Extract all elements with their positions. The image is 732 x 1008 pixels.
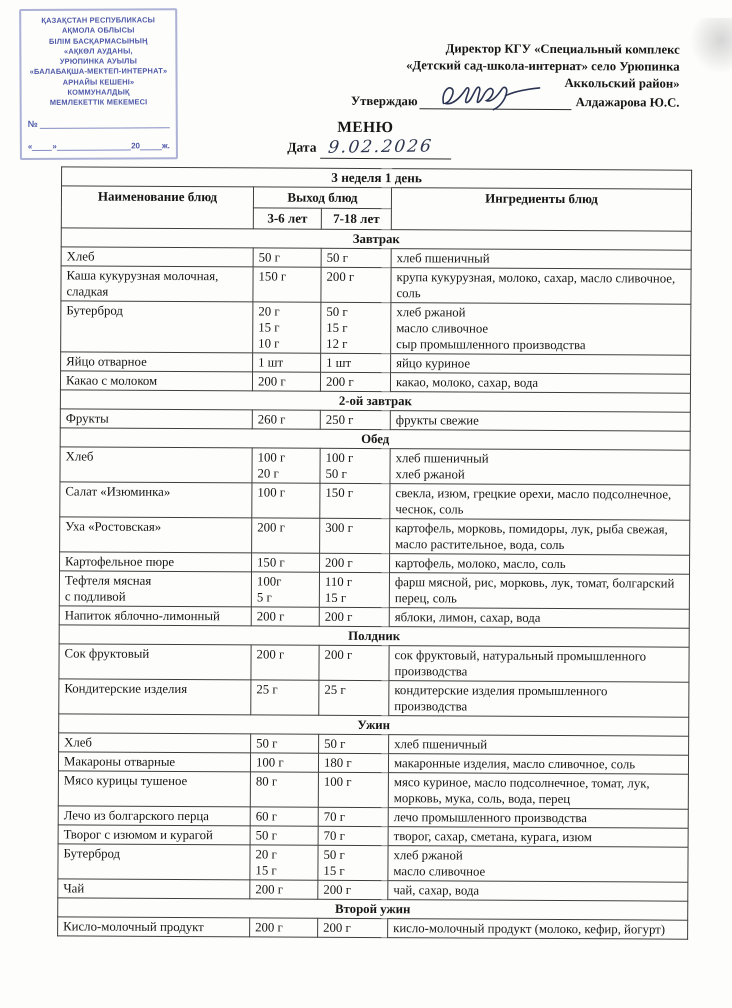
ingredients-cell [391,249,691,270]
cell-line: Хлеб [65,449,94,464]
stamp-open-quote: « [27,141,33,151]
cell-line: 12 г [326,336,348,351]
stamp-line: КОММУНАЛДЫҚ [67,87,130,97]
ingredients-cell [390,411,690,432]
cell-line: 15 г [258,320,280,335]
col-header-age-3-6: 3-6 лет [253,208,321,229]
cell-line: хлеб ржаной [396,305,466,320]
cell-line: Лечо из болгарского перца [63,808,209,824]
stamp-line: АҚМОЛА ОБЛЫСЫ [61,25,135,36]
ingredients-cell [389,681,689,718]
cell-line: 20 г [255,847,277,862]
portion-7-18-cell [318,918,388,937]
cell-line: Напиток яблочно-лимонный [64,608,220,624]
cell-line: Чай [63,881,85,896]
menu-row [61,301,691,355]
dish-name-cell [58,825,250,845]
cell-line: Бутерброд [63,846,121,861]
portion-3-6-cell [252,410,320,429]
cell-line: 200 г [323,882,352,897]
portion-7-18-cell [318,826,388,845]
cell-line: 70 г [323,828,345,843]
cell-line: 180 г [323,755,352,770]
cell-line: Сок фруктовый [64,646,150,661]
dish-name-cell [60,409,252,429]
cell-line: 200 г [325,374,354,389]
cell-line: 15 г [255,863,277,878]
ingredients-cell [388,827,688,848]
portion-7-18-cell [321,267,391,302]
stamp-line: УРЮПИНКА АУЫЛЫ [59,56,138,66]
approve-label: Утверждаю [350,93,418,109]
cell-line: Бутерброд [66,303,123,318]
dish-name-cell [58,879,250,899]
ingredients-cell [390,484,690,521]
cell-line: свекла, изюм, грецкие орехи, масло подсолнечное, чеснок, соль [395,486,672,517]
cell-line: 50 г [255,828,277,843]
cell-line: 50 г [326,304,348,319]
date-underline [320,137,451,160]
stamp-line: БІЛІМ БАСҚАРМАСЫНЫҢ [48,35,148,46]
stamp-month-blank [57,139,131,150]
dish-name-cell [61,247,253,267]
ingredients-cell [388,754,688,775]
cell-line: 100 г [323,774,352,789]
portion-7-18-cell [321,353,391,372]
cell-line: мясо куриное, масло подсолнечное, томат, лук, морковь, мука, соль, вода, перец [393,775,650,807]
cell-line: Яйцо отварное [66,354,147,369]
portion-3-6-cell [250,845,318,880]
portion-7-18-cell [320,483,390,518]
dish-name-cell [61,266,253,302]
cell-line: фрукты свежие [395,413,479,428]
stamp-line: АРНАЙЫ КЕШЕНІ» [62,77,135,87]
menu-row [59,571,689,609]
cell-line: хлеб пшеничный [395,451,489,466]
dish-name-cell [58,771,250,807]
portion-7-18-cell [318,807,388,826]
dish-name-cell [60,447,252,483]
portion-7-18-cell [320,553,390,572]
cell-line: 1 шт [258,355,284,370]
dish-name-cell [59,571,251,607]
portion-3-6-cell [252,483,320,518]
portion-7-18-cell [320,372,390,391]
cell-line: 50 г [256,736,278,751]
ingredients-cell [391,303,691,356]
cell-line: 50 г [258,250,280,265]
menu-row [58,844,688,882]
col-header-ingredients: Ингредиенты блюд [391,188,691,232]
cell-line: 200 г [255,920,283,935]
cell-line: сыр промышленного производства [396,337,586,353]
ingredients-cell [390,373,690,394]
cell-line: 60 г [255,809,278,824]
cell-line: Картофельное пюре [65,554,175,570]
ingredients-cell [390,554,690,575]
cell-line: хлеб ржаной [395,467,465,482]
stamp-close-quote: » [52,141,57,151]
menu-table-body [58,228,692,939]
cell-line: 200 г [256,647,285,662]
stamp-text-lines [25,15,171,108]
menu-row [59,644,689,682]
ingredients-cell [388,846,688,883]
dish-name-cell [61,301,253,353]
col-header-age-7-18: 7-18 лет [321,208,391,229]
cell-line: хлеб пшеничный [394,737,488,752]
dish-name-cell [58,844,250,880]
cell-line: Хлеб [66,249,95,264]
dish-name-cell [60,371,252,391]
cell-line: 200 г [323,920,351,935]
portion-7-18-cell [318,772,388,807]
cell-line: 300 г [325,520,353,535]
col-header-output: Выход блюд [253,187,391,209]
cell-line: Кондитерские изделия [64,681,188,697]
portion-3-6-cell [251,572,319,607]
approval-line-1: Директор КГУ «Специальный комплекс [445,41,680,57]
cell-line: 25 г [324,682,346,697]
ingredients-cell [390,449,690,486]
ingredients-cell [388,773,688,810]
portion-3-6-cell [253,267,321,302]
cell-line: Творог с изюмом и курагой [63,827,213,843]
stamp-year-blank [140,139,162,150]
cell-line: 15 г [323,863,345,878]
cell-line: творог, сахар, сметана, курага, изюм [393,829,592,845]
dish-name-cell [59,606,251,626]
dish-name-cell [59,733,251,753]
portion-3-6-cell [250,826,318,845]
cell-line: 260 г [257,412,286,427]
ingredients-cell [389,646,689,683]
stamp-line: «БАЛАБАҚША-МЕКТЕП-ИНТЕРНАТ» [29,66,168,77]
cell-line: 50 г [324,736,346,751]
portion-7-18-cell [320,448,390,483]
cell-line: Кисло-молочный продукт [63,919,204,935]
stamp-year-prefix: 20 [131,141,140,151]
stamp-day-blank [32,140,52,151]
section-title: Второй ужин [58,898,688,920]
cell-line: Каша кукурузная молочная, [66,268,219,284]
cell-line: 100 г [325,450,354,465]
cell-line: сок фруктовый, натуральный промышленного производства [394,648,647,679]
cell-line: масло сливочное [396,321,489,336]
portion-3-6-cell [253,302,321,353]
cell-line: 10 г [258,336,280,351]
ingredients-cell [388,808,688,829]
section-title: Ужин [59,714,689,736]
cell-line: Макароны отварные [63,754,176,770]
cell-line: Фрукты [65,411,109,426]
cell-line: крупа кукурузная, молоко, сахар, масло сливочное, соль [396,270,676,301]
signature-blank [420,93,572,110]
week-day-header: 3 неделя 1 день [62,167,692,189]
cell-line: 200 г [255,882,284,897]
portion-3-6-cell [253,353,321,372]
portion-3-6-cell [250,772,318,807]
stamp-line: «АҚКӨЛ АУДАНЫ, [63,46,133,56]
stamp-year-suffix: ж. [161,140,170,150]
portion-3-6-cell [253,248,321,267]
menu-row [59,679,689,717]
dish-name-cell [60,482,252,518]
cell-line: 50 г [323,847,345,862]
portion-3-6-cell [252,448,320,483]
date-label: Дата [287,139,317,155]
date-line [287,137,451,160]
dish-name-cell [61,352,253,372]
cell-line: 200 г [256,609,285,624]
portion-7-18-cell [319,734,389,753]
portion-7-18-cell [319,680,389,715]
ingredients-cell [391,268,691,305]
approver-name: Алдажарова Ю.С. [575,95,680,110]
cell-line: Салат «Изюминка» [65,484,171,499]
cell-line: хлеб ржаной [393,848,463,863]
cell-line: 50 г [325,466,347,481]
portion-3-6-cell [251,734,319,753]
cell-line: макаронные изделия, масло сливочное, соль [393,756,636,772]
dish-name-cell [58,752,250,772]
portion-3-6-cell [250,807,318,826]
ingredients-cell [389,608,689,629]
dish-name-cell [58,806,250,826]
cell-line: 1 шт [326,355,352,370]
portion-7-18-cell [320,410,390,429]
dish-name-cell [60,552,252,572]
portion-3-6-cell [250,918,318,937]
menu-table [57,166,692,939]
cell-line: чай, сахар, вода [393,883,480,898]
cell-line: 80 г [255,774,278,789]
cell-line: кондитерские изделия промышленного производства [394,683,608,714]
stamp-line: ҚАЗАҚСТАН РЕСПУБЛИКАСЫ [41,15,156,25]
cell-line: Уха «Ростовская» [65,519,162,534]
dish-name-cell [59,644,251,680]
portion-7-18-cell [319,572,389,607]
stamp-line: МЕМЛЕКЕТТІК МЕКЕМЕСІ [49,97,148,108]
cell-line: 100 г [257,450,286,465]
approval-signature-line [349,93,679,112]
cell-line: 100г [256,574,282,589]
portion-3-6-cell [250,880,318,899]
ingredients-cell [390,519,690,556]
portion-3-6-cell [251,607,319,626]
ingredients-cell [391,354,691,375]
ingredients-cell [389,573,689,610]
menu-row [60,447,690,485]
handwritten-date: 9.02.2026 [327,136,435,158]
portion-3-6-cell [252,553,320,572]
portion-7-18-cell [318,880,388,899]
stamp-date-line [26,139,172,151]
ingredients-cell [389,735,689,756]
cell-line: 200 г [324,647,353,662]
cell-line: фарш мясной, рис, морковь, лук, томат, болгарский перец, соль [394,575,675,606]
cell-line: с подливой [64,589,126,604]
cell-line: 70 г [323,809,346,824]
cell-line: 150 г [258,269,287,284]
cell-line: яйцо куриное [396,356,471,371]
page-title: МЕНЮ [337,118,394,137]
menu-row [60,517,690,555]
portion-7-18-cell [320,518,390,553]
ingredients-cell [388,919,688,940]
cell-line: 110 г [324,574,353,589]
dish-name-cell [60,517,252,553]
portion-7-18-cell [318,845,388,880]
cell-line: 50 г [326,250,348,265]
portion-7-18-cell [318,753,388,772]
cell-line: 20 г [257,466,279,481]
stamp-number-label: № [27,118,38,129]
cell-line: 20 г [258,304,280,319]
section-title: Завтрак [61,228,691,250]
cell-line: сладкая [66,284,109,299]
approval-block [349,40,679,112]
handwritten-signature [434,78,554,113]
portion-3-6-cell [251,680,319,715]
portion-3-6-cell [251,645,319,680]
portion-7-18-cell [319,607,389,626]
approval-line-2: «Детский сад-школа-интернат» село Урюпинка [406,58,680,74]
cell-line: 200 г [257,520,285,535]
scan-smudge-artifact [690,18,732,74]
portion-7-18-cell [319,645,389,680]
cell-line: 15 г [324,590,347,605]
menu-row [58,917,688,939]
dish-name-cell [59,679,251,715]
cell-line: 15 г [326,320,348,335]
cell-line: какао, молоко, сахар, вода [395,375,539,390]
cell-line: картофель, молоко, масло, соль [395,556,566,572]
cell-line: 200 г [326,269,355,284]
cell-line: 250 г [325,412,354,427]
cell-line: 150 г [325,485,354,500]
cell-line: Какао с молоком [65,373,158,388]
menu-row [60,482,690,520]
cell-line: кисло-молочный продукт (молоко, кефир, йогурт) [393,921,666,937]
cell-line: Мясо курицы тушеное [63,773,188,789]
section-title: Полдник [59,625,689,647]
portion-3-6-cell [250,753,318,772]
cell-line: 200 г [324,609,353,624]
approval-line-3: Аккольский район» [564,76,680,91]
cell-line: картофель, морковь, помидоры, лук, рыба свежая, масло растительное, вода, соль [395,521,668,553]
menu-row [61,266,691,304]
col-header-dish-name: Наименование блюд [61,186,253,229]
cell-line: лечо промышленного производства [393,810,588,826]
menu-row [58,771,688,809]
ingredients-cell [388,881,688,902]
cell-line: 25 г [256,682,278,697]
cell-line: 200 г [257,374,286,389]
portion-3-6-cell [252,372,320,391]
cell-line: 150 г [257,555,285,570]
cell-line: Тефтеля мясная [64,573,152,588]
cell-line: масло сливочное [393,864,486,879]
dish-name-cell [58,917,250,937]
cell-line: 5 г [256,590,272,605]
cell-line: Хлеб [64,735,92,750]
portion-7-18-cell [321,302,391,353]
column-header-row [61,186,691,210]
portion-3-6-cell [252,518,320,553]
cell-line: 200 г [325,555,353,570]
cell-line: 100 г [257,485,286,500]
cell-line: яблоки, лимон, сахар, вода [394,610,541,625]
section-title: Обед [60,428,690,450]
official-stamp [19,8,178,159]
cell-line: хлеб пшеничный [396,251,490,266]
portion-7-18-cell [321,248,391,267]
cell-line: 100 г [255,755,284,770]
section-title: 2-ой завтрак [60,390,690,412]
